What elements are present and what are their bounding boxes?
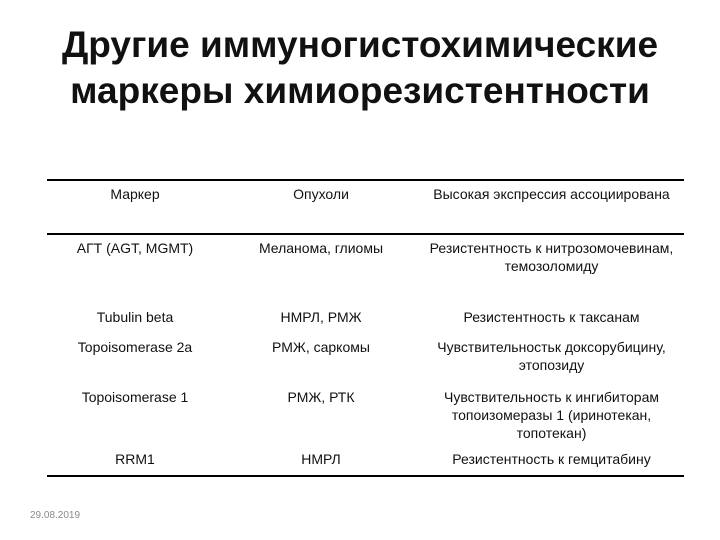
slide-title [40,22,680,114]
table-row [47,304,684,334]
cell-expression: Резистентность к таксанам [463,309,640,325]
cell-tumors: НМРЛ [301,451,341,467]
cell-tumors: РМЖ, РТК [287,389,355,405]
cell-marker: Topoisomerase 1 [81,389,189,405]
table-row [47,234,684,304]
cell-marker: Topoisomerase 2a [77,339,193,355]
cell-marker: АГТ (AGT, MGMT) [76,240,194,256]
header-tumors: Опухоли [293,186,349,202]
header-expression: Высокая экспрессия ассоциирована [433,186,670,202]
table-header-row [47,180,684,234]
table-row [47,384,684,446]
cell-tumors: Меланома, глиомы [258,240,384,256]
cell-marker: RRM1 [115,451,155,467]
slide-date: 29.08.2019 [30,510,81,521]
cell-expression: Чувствительность к ингибиторам топоизомеразы 1 (иринотекан, топотекан) [443,389,659,441]
cell-expression: Чувствительностьк доксорубицину, этопозиду [437,339,666,373]
table-row [47,446,684,476]
cell-expression: Резистентность к гемцитабину [452,451,651,467]
markers-table [47,179,684,477]
cell-expression: Резистентность к нитрозомочевинам, темозоломиду [429,240,674,274]
cell-tumors: РМЖ, саркомы [272,339,370,355]
slide-title-line-1: Другие иммуногистохимические [61,24,659,65]
header-marker: Маркер [110,186,160,202]
cell-marker: Tubulin beta [96,309,174,325]
table-row [47,334,684,384]
cell-tumors: НМРЛ, РМЖ [280,309,362,325]
slide-title-line-2: маркеры химиорезистентности [70,70,650,111]
